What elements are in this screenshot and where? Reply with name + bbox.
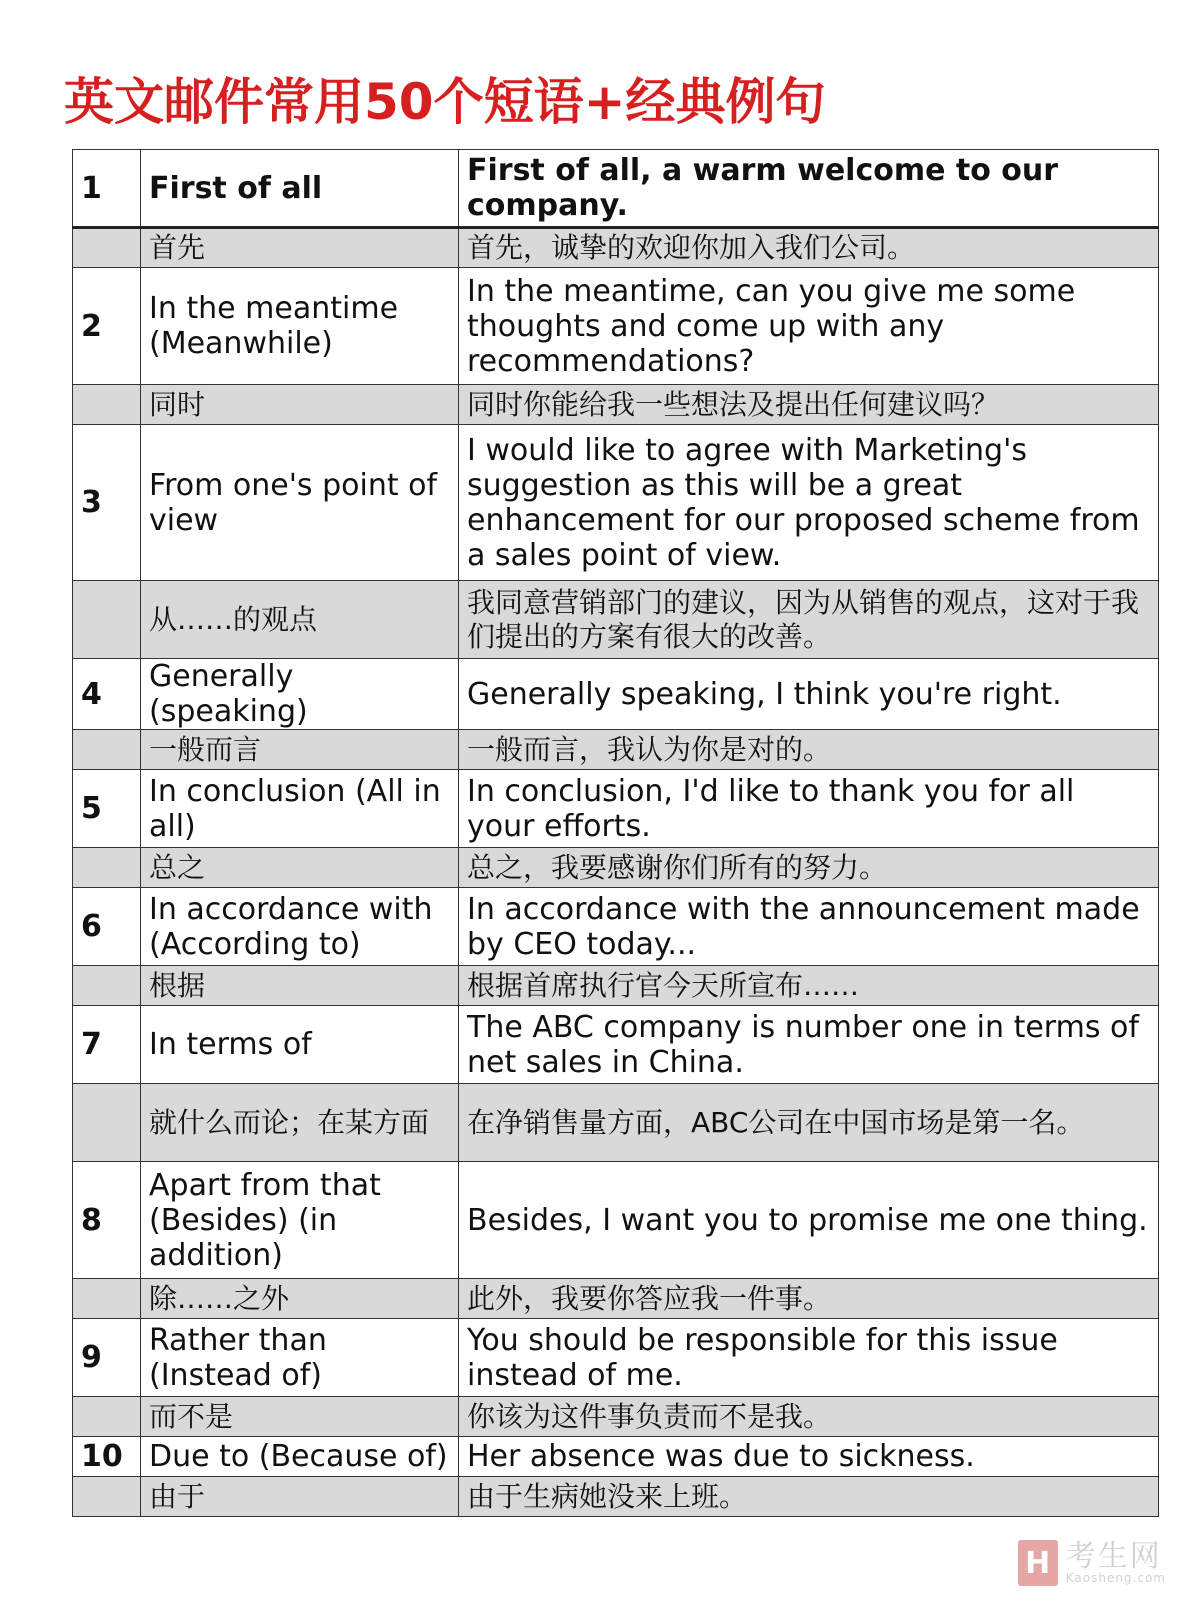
blank-cell — [73, 730, 141, 770]
table-row — [73, 770, 1159, 848]
row-number: 7 — [73, 1006, 141, 1084]
cn-example-cell: 在净销售量方面，ABC公司在中国市场是第一名。 — [459, 1084, 1159, 1162]
cn-example-cell: 由于生病她没来上班。 — [459, 1477, 1159, 1517]
row-number: 3 — [73, 425, 141, 581]
cn-phrase-cell: 就什么而论；在某方面 — [141, 1084, 459, 1162]
table-row — [73, 425, 1159, 581]
phrase-cell: From one's point of view — [141, 425, 459, 581]
blank-cell — [73, 385, 141, 425]
row-number: 2 — [73, 268, 141, 385]
table-row — [73, 150, 1159, 228]
row-number: 8 — [73, 1162, 141, 1279]
table-row — [73, 730, 1159, 770]
cn-example-cell: 总之，我要感谢你们所有的努力。 — [459, 848, 1159, 888]
phrase-cell: Due to (Because of) — [141, 1437, 459, 1477]
phrase-cell: Rather than (Instead of) — [141, 1319, 459, 1397]
row-number: 5 — [73, 770, 141, 848]
row-number: 6 — [73, 888, 141, 966]
table-row — [73, 848, 1159, 888]
blank-cell — [73, 581, 141, 659]
cn-phrase-cell: 根据 — [141, 966, 459, 1006]
table-row — [73, 268, 1159, 385]
phrase-cell: In the meantime (Meanwhile) — [141, 268, 459, 385]
cn-phrase-cell: 一般而言 — [141, 730, 459, 770]
watermark — [1018, 1540, 1166, 1586]
phrase-cell: Generally (speaking) — [141, 659, 459, 730]
blank-cell — [73, 228, 141, 268]
phrase-cell: In terms of — [141, 1006, 459, 1084]
phrase-cell: In conclusion (All in all) — [141, 770, 459, 848]
blank-cell — [73, 848, 141, 888]
cn-phrase-cell: 除……之外 — [141, 1279, 459, 1319]
watermark-name: 考生网 — [1065, 1539, 1162, 1574]
row-number: 4 — [73, 659, 141, 730]
cn-example-cell: 首先，诚挚的欢迎你加入我们公司。 — [459, 228, 1159, 268]
example-cell: Generally speaking, I think you're right. — [459, 659, 1159, 730]
table-row — [73, 1279, 1159, 1319]
watermark-logo-icon: H — [1018, 1540, 1058, 1586]
table-row — [73, 1006, 1159, 1084]
table-row — [73, 1477, 1159, 1517]
table-row — [73, 1397, 1159, 1437]
phrase-cell: Apart from that (Besides) (in addition) — [141, 1162, 459, 1279]
page-title: 英文邮件常用50个短语+经典例句 — [64, 73, 826, 131]
cn-phrase-cell: 由于 — [141, 1477, 459, 1517]
watermark-text — [1065, 1539, 1166, 1585]
blank-cell — [73, 1279, 141, 1319]
example-cell: The ABC company is number one in terms of net sales in China. — [459, 1006, 1159, 1084]
table-row — [73, 1319, 1159, 1397]
table-row — [73, 228, 1159, 268]
example-cell: Her absence was due to sickness. — [459, 1437, 1159, 1477]
example-cell: First of all, a warm welcome to our company. — [459, 150, 1159, 228]
table-row — [73, 1162, 1159, 1279]
blank-cell — [73, 966, 141, 1006]
example-cell: You should be responsible for this issue instead of me. — [459, 1319, 1159, 1397]
blank-cell — [73, 1084, 141, 1162]
cn-phrase-cell: 总之 — [141, 848, 459, 888]
phrase-cell: First of all — [141, 150, 459, 228]
example-cell: In the meantime, can you give me some thoughts and come up with any recommendations? — [459, 268, 1159, 385]
cn-example-cell: 同时你能给我一些想法及提出任何建议吗？ — [459, 385, 1159, 425]
cn-phrase-cell: 同时 — [141, 385, 459, 425]
table-row — [73, 659, 1159, 730]
table-row — [73, 888, 1159, 966]
cn-example-cell: 此外，我要你答应我一件事。 — [459, 1279, 1159, 1319]
example-cell: In conclusion, I'd like to thank you for all your efforts. — [459, 770, 1159, 848]
blank-cell — [73, 1397, 141, 1437]
cn-example-cell: 你该为这件事负责而不是我。 — [459, 1397, 1159, 1437]
phrase-cell: In accordance with (According to) — [141, 888, 459, 966]
table-row — [73, 1437, 1159, 1477]
table-row — [73, 581, 1159, 659]
example-cell: Besides, I want you to promise me one thing. — [459, 1162, 1159, 1279]
row-number: 10 — [73, 1437, 141, 1477]
row-number: 9 — [73, 1319, 141, 1397]
example-cell: In accordance with the announcement made by CEO today... — [459, 888, 1159, 966]
cn-example-cell: 我同意营销部门的建议，因为从销售的观点，这对于我们提出的方案有很大的改善。 — [459, 581, 1159, 659]
table-row — [73, 966, 1159, 1006]
example-cell: I would like to agree with Marketing's suggestion as this will be a great enhancement for our proposed scheme from a sales point of view. — [459, 425, 1159, 581]
row-number: 1 — [73, 150, 141, 228]
watermark-url: Kaosheng.com — [1065, 1571, 1166, 1585]
cn-example-cell: 一般而言，我认为你是对的。 — [459, 730, 1159, 770]
cn-phrase-cell: 从……的观点 — [141, 581, 459, 659]
table-row — [73, 1084, 1159, 1162]
cn-phrase-cell: 而不是 — [141, 1397, 459, 1437]
phrase-table — [72, 149, 1159, 1517]
blank-cell — [73, 1477, 141, 1517]
cn-phrase-cell: 首先 — [141, 228, 459, 268]
table-row — [73, 385, 1159, 425]
cn-example-cell: 根据首席执行官今天所宣布…… — [459, 966, 1159, 1006]
